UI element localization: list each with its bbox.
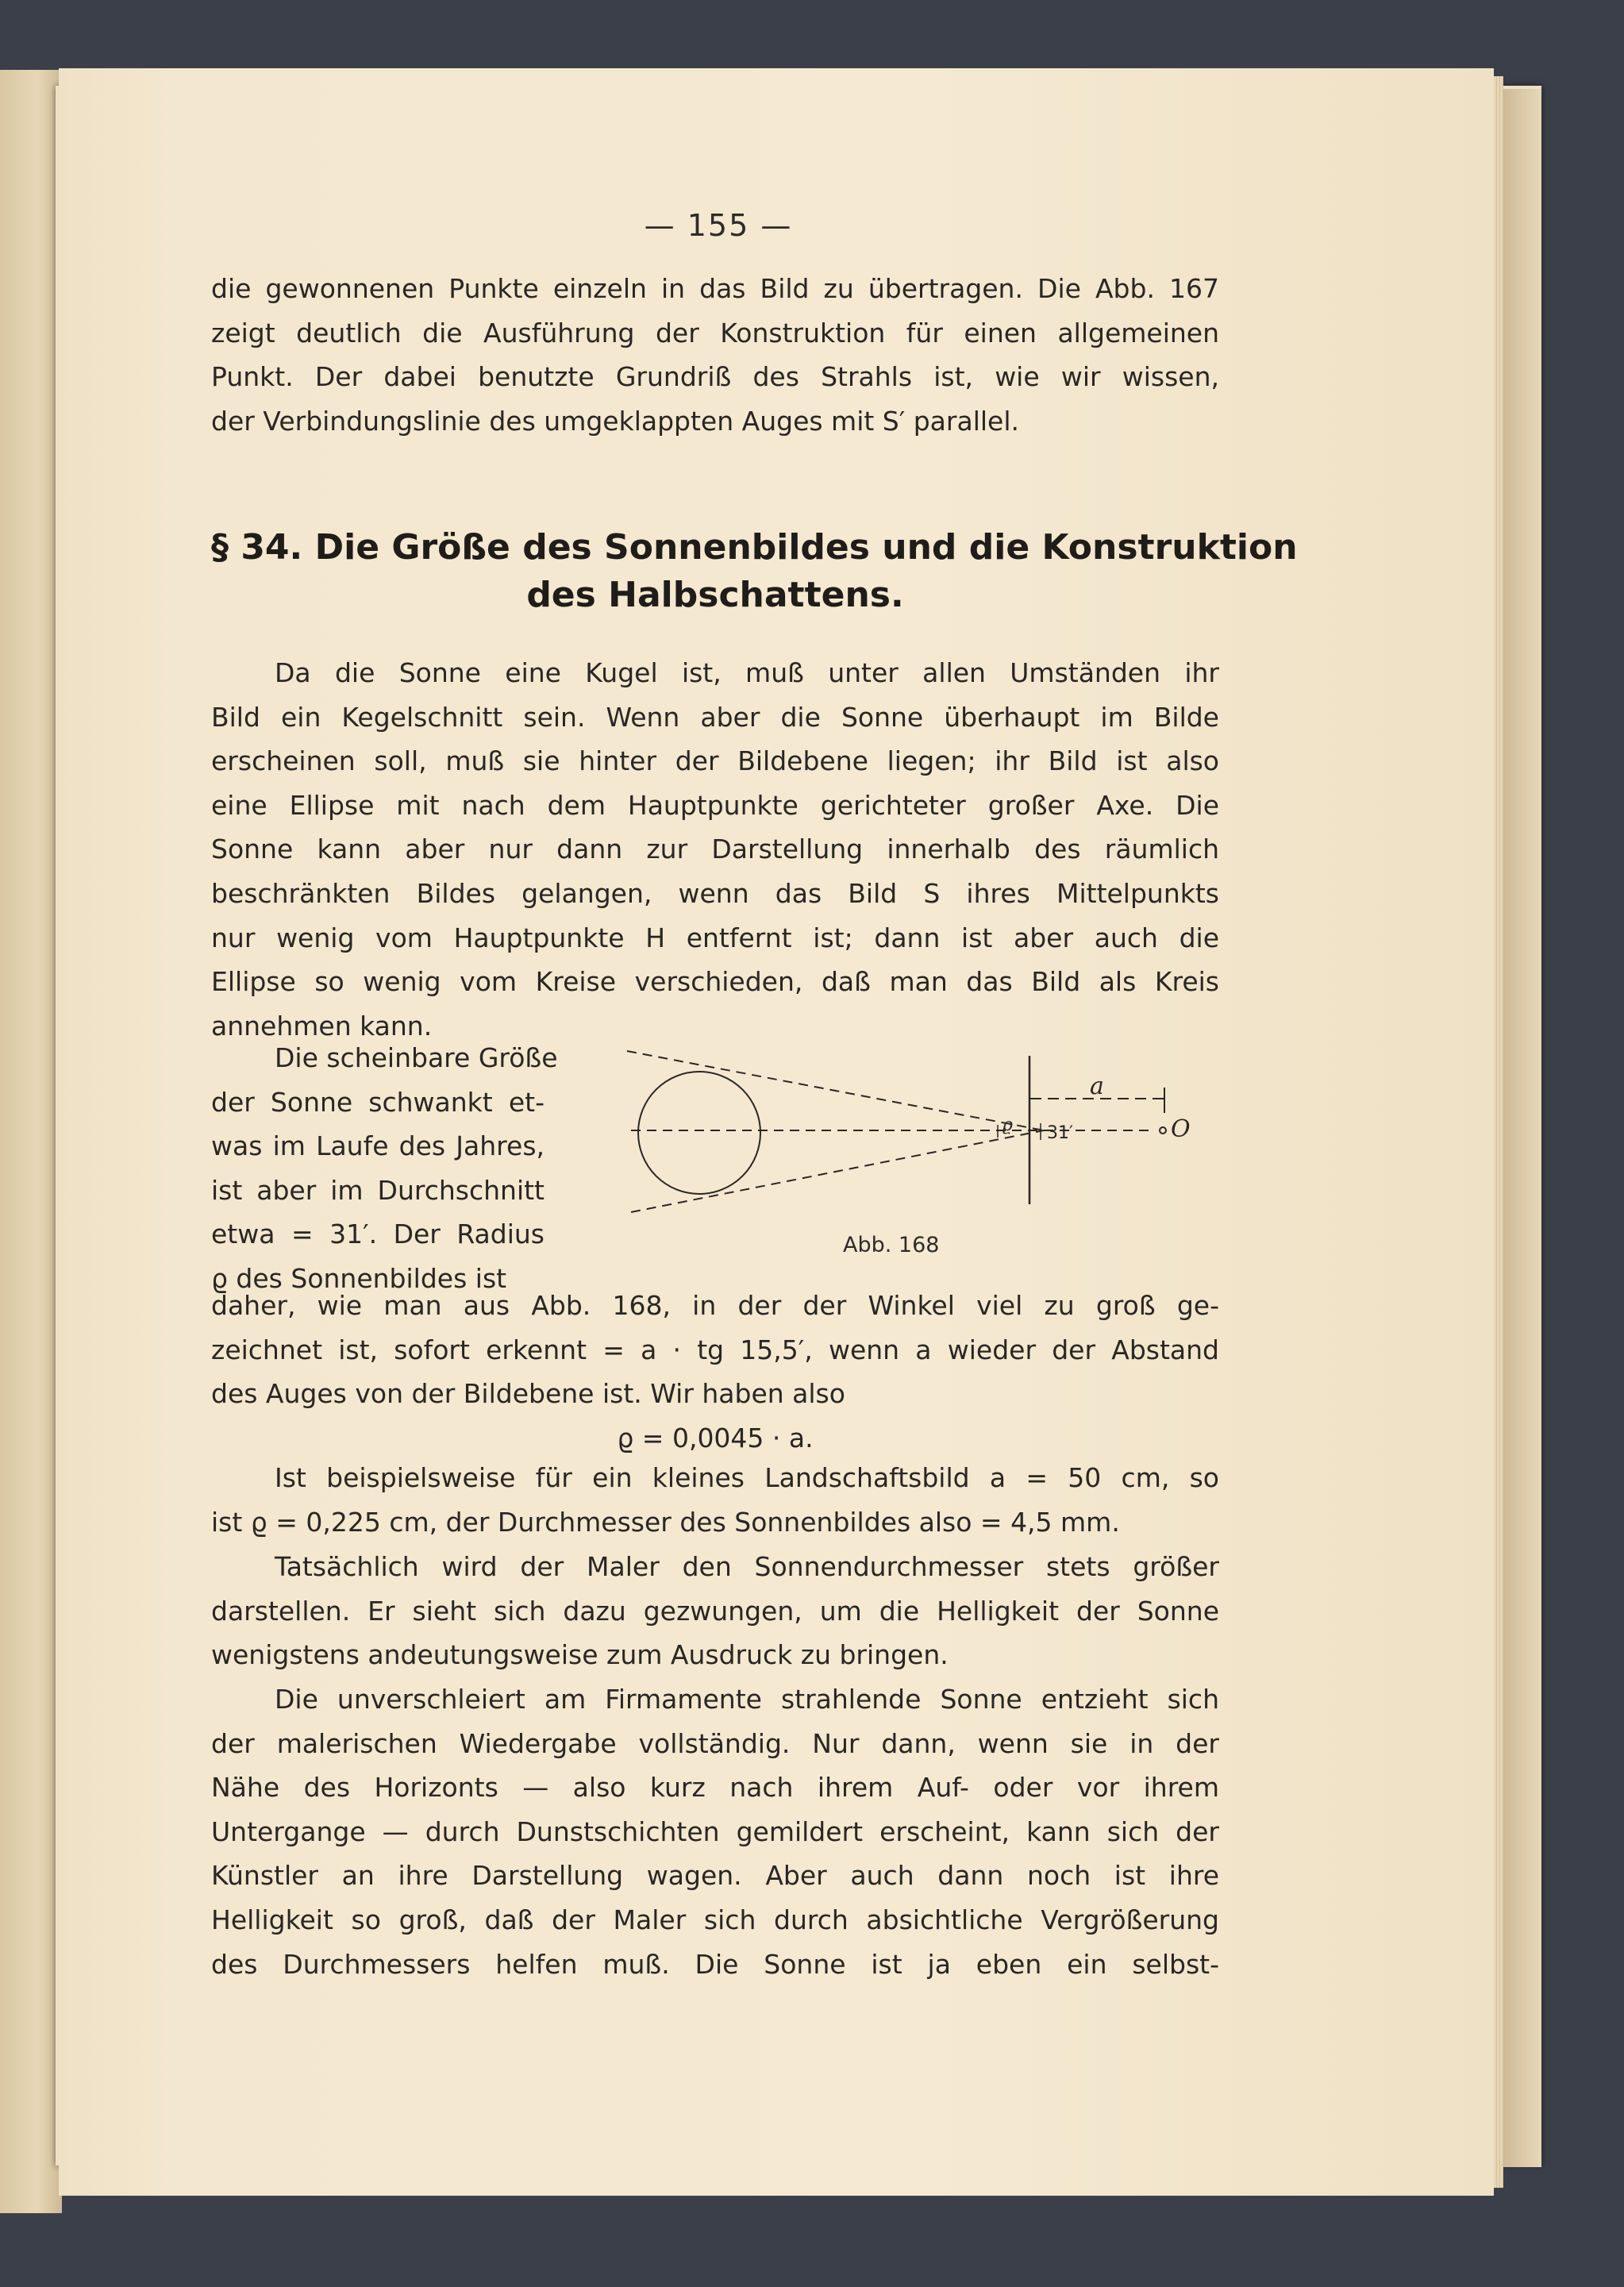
text-line: beschränkten Bildes gelangen, wenn das Bild S ihres Mittelpunkts — [211, 877, 1219, 909]
text-line: der Verbindungslinie des umgeklappten Auges mit S′ parallel. — [211, 405, 1019, 437]
text-line: des Durchmessers helfen muß. Die Sonne ist ja eben ein selbst- — [211, 1948, 1219, 1980]
text-line: etwa = 31′. Der Radius — [211, 1219, 545, 1250]
paragraph-sun-ellipse — [211, 651, 1219, 1048]
heading-line-1: § 34. Die Größe des Sonnenbildes und die Konstruktion — [211, 527, 1298, 568]
text-line: des Auges von der Bildebene ist. Wir haben also — [211, 1378, 845, 1410]
text-line: erscheinen soll, muß sie hinter der Bildebene liegen; ihr Bild ist also — [211, 745, 1219, 777]
text-line: Sonne kann aber nur dann zur Darstellung innerhalb des räumlich — [211, 834, 1219, 865]
label-a: a — [1090, 1072, 1104, 1100]
formula: ϱ = 0,0045 · a. — [617, 1422, 814, 1453]
figure-caption: Abb. 168 — [843, 1233, 940, 1257]
text-line: zeichnet ist, sofort erkennt = a · tg 15,5′, wenn a wieder der Abstand — [211, 1334, 1219, 1365]
text-line: eine Ellipse mit nach dem Hauptpunkte gerichteter großer Axe. Die — [211, 789, 1219, 821]
intro-paragraph — [211, 267, 1219, 443]
page-stack-side — [1502, 89, 1541, 2167]
text-line: nur wenig vom Hauptpunkte H entfernt ist; dann ist aber auch die — [211, 922, 1219, 953]
paragraph-example — [211, 1456, 1219, 1544]
text-line: Untergange — durch Dunstschichten gemildert erscheint, kann sich der — [211, 1815, 1219, 1847]
upper-tangent-line — [627, 1051, 1044, 1130]
text-line: ist ϱ = 0,225 cm, der Durchmesser des Sonnenbildes also = 4,5 mm. — [211, 1506, 1120, 1538]
text-line: Ellipse so wenig vom Kreise verschieden, daß man das Bild als Kreis — [211, 966, 1219, 998]
text-line: darstellen. Er sieht sich dazu gezwungen, um die Helligkeit der Sonne — [211, 1595, 1219, 1627]
label-31: 31′ — [1047, 1123, 1073, 1143]
text-line: Nähe des Horizonts — also kurz nach ihrem Auf- oder vor ihrem — [211, 1772, 1219, 1804]
paragraph-painter — [211, 1545, 1219, 1677]
text-line: Bild ein Kegelschnitt sein. Wenn aber die Sonne überhaupt im Bilde — [211, 701, 1219, 733]
paragraph-radius — [211, 1284, 1219, 1460]
text-line: Ist beispielsweise für ein kleines Landschaftsbild a = 50 cm, so — [275, 1462, 1219, 1493]
text-line: der malerischen Wiedergabe vollständig. Nur dann, wenn sie in der — [211, 1727, 1219, 1759]
text-line: Da die Sonne eine Kugel ist, muß unter allen Umständen ihr — [275, 657, 1219, 688]
eye-point — [1160, 1127, 1166, 1134]
label-o: O — [1171, 1115, 1191, 1143]
paragraph-apparent-size — [211, 1036, 558, 1301]
text-line: Helligkeit so groß, daß der Maler sich durch absichtliche Vergrößerung — [211, 1904, 1219, 1935]
text-line: wenigstens andeutungsweise zum Ausdruck zu bringen. — [211, 1639, 949, 1671]
text-line: Die scheinbare Größe — [275, 1042, 558, 1073]
text-line: ϱ des Sonnenbildes ist — [211, 1262, 507, 1294]
text-line: Tatsächlich wird der Maler den Sonnendurchmesser stets größer — [275, 1551, 1219, 1582]
text-line: der Sonne schwankt et- — [211, 1086, 545, 1118]
left-page-edge — [0, 70, 62, 2213]
text-line: was im Laufe des Jahres, — [211, 1130, 545, 1162]
text-line: annehmen kann. — [211, 1010, 433, 1041]
label-rho: ϱ — [1002, 1115, 1013, 1135]
page-number: — 155 — — [644, 208, 793, 243]
text-line: Künstler an ihre Darstellung wagen. Aber auch dann noch ist ihre — [211, 1860, 1219, 1892]
text-line: ist aber im Durchschnitt — [211, 1174, 545, 1206]
text-line: daher, wie man aus Abb. 168, in der der Winkel viel zu groß ge- — [211, 1290, 1219, 1321]
heading-line-2: des Halbschattens. — [526, 575, 904, 615]
text-line: zeigt deutlich die Ausführung der Konstruktion für einen allgemeinen — [211, 317, 1219, 348]
text-line: die gewonnenen Punkte einzeln in das Bild zu übertragen. Die Abb. 167 — [211, 273, 1219, 304]
sun-circle — [638, 1072, 760, 1194]
paragraph-unveiled-sun — [211, 1677, 1219, 1986]
lower-tangent-line — [631, 1130, 1044, 1212]
text-line: Die unverschleiert am Firmamente strahlende Sonne entzieht sich — [275, 1684, 1219, 1715]
text-line: Punkt. Der dabei benutzte Grundriß des Strahls ist, wie wir wissen, — [211, 361, 1219, 393]
section-heading — [211, 524, 1298, 619]
